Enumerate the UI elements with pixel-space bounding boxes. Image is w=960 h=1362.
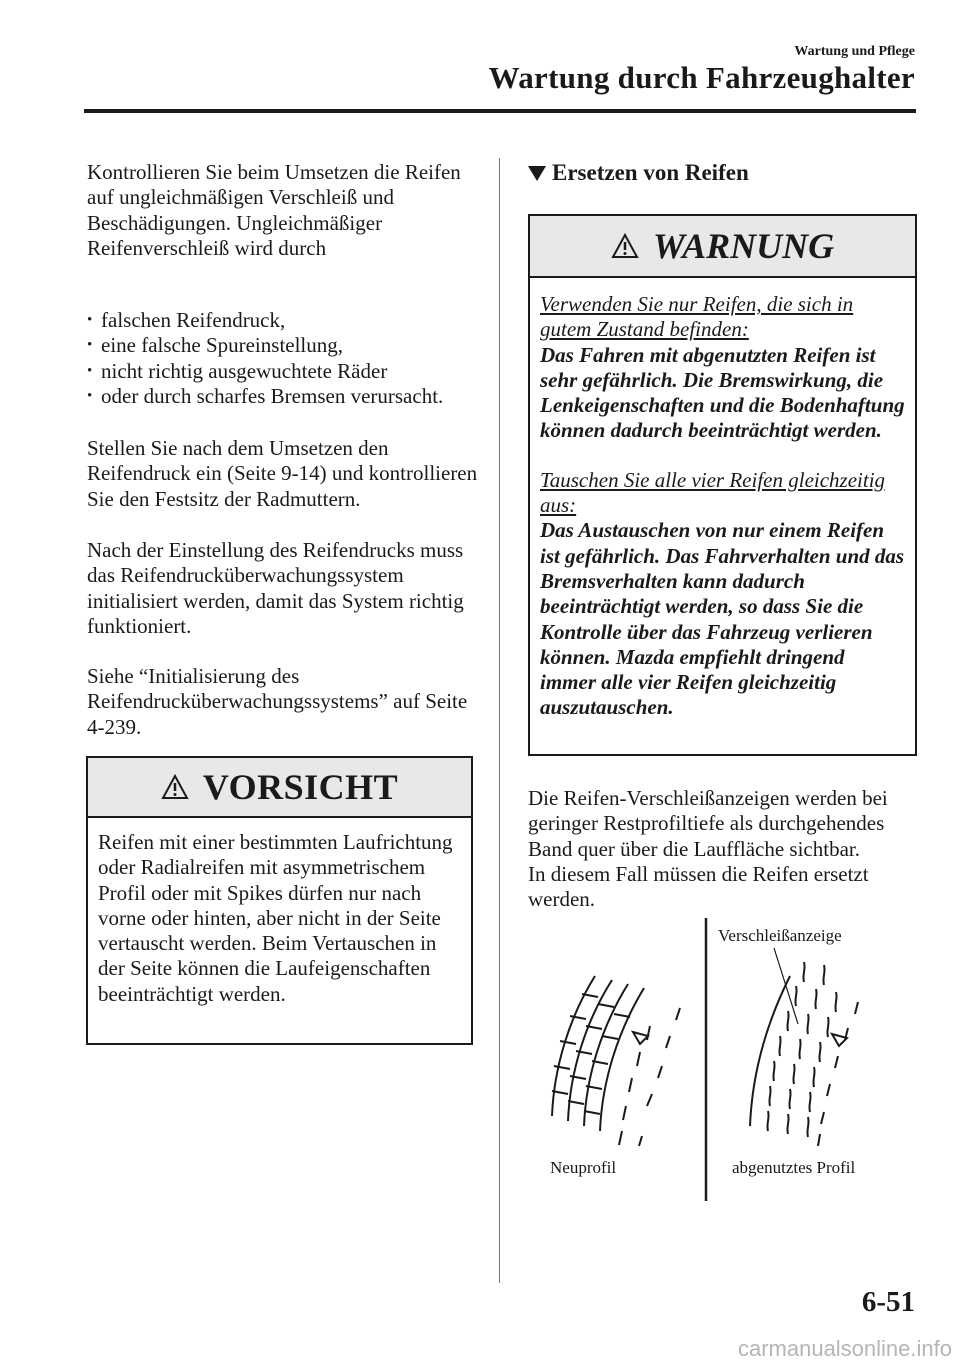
warning-item-text: Das Austauschen von nur einem Reifen ist gefährlich. Das Fahrverhalten und das Bremsverhalten kann dadurch beeinträchtigt werden, so dass Sie die Kontrolle über das Fahrzeug verlieren können. Mazda empfiehlt dringend immer alle vier Reifen gleichzeitig auszutauschen. [540,518,905,720]
watermark: carmanualsonline.info [737,1336,952,1361]
warning-header [530,216,915,278]
warning-text [530,278,915,731]
chapter-title: Wartung durch Fahrzeughalter [488,60,915,95]
wear-indicator-label: Verschleißanzeige [718,926,842,945]
intro-paragraph: Kontrollieren Sie beim Umsetzen die Reifen auf ungleichmäßigen Verschleiß und Beschädigungen. Ungleichmäßiger Reifenverschleiß wird durch [87,160,461,260]
tpms-paragraph: Nach der Einstellung des Reifendrucks muss das Reifendrucküberwachungssystem initialisiert werden, damit das System richtig funktioniert. [87,538,464,638]
triangle-down-icon [528,166,546,181]
list-item: • oder durch scharfes Bremsen verursacht. [87,384,482,409]
warning-box [528,214,917,756]
worn-tread-label: abgenutztes Profil [732,1158,856,1177]
list-item: • eine falsche Spureinstellung, [87,333,482,358]
wear-indicator-paragraph: Die Reifen-Verschleißanzeigen werden bei geringer Restprofiltiefe als durchgehendes Band quer über die Lauffläche sichtbar. [528,786,888,861]
replace-paragraph: In diesem Fall müssen die Reifen ersetzt werden. [528,862,869,912]
list-item: • falschen Reifendruck, [87,308,482,333]
caution-label: VORSICHT [202,767,399,807]
warning-triangle-icon [161,774,189,800]
warning-triangle-icon [611,233,639,259]
caution-box [86,756,473,1045]
caution-header [88,758,471,818]
warning-item-title: Verwenden Sie nur Reifen, die sich in gutem Zustand befinden: [540,292,854,342]
list-item: • nicht richtig ausgewuchtete Räder [87,359,482,384]
warning-label: WARNUNG [652,226,835,266]
after-rotation-paragraph: Stellen Sie nach dem Umsetzen den Reifendruck ein (Seite 9-14) und kontrollieren Sie den Festsitz der Radmuttern. [87,436,478,511]
column-divider [499,158,500,1283]
header-rule [84,109,916,113]
cause-list [87,308,482,409]
section-heading [528,160,923,186]
section-title: Wartung und Pflege [794,44,915,59]
heading-text: Ersetzen von Reifen [552,160,749,185]
new-tread-label: Neuprofil [550,1158,617,1177]
warning-item-text: Das Fahren mit abgenutzten Reifen ist sehr gefährlich. Die Bremswirkung, die Lenkeigenschaften und die Bodenhaftung können dadurch beeinträchtigt werden. [540,342,905,443]
warning-item-title: Tauschen Sie alle vier Reifen gleichzeitig aus: [540,467,886,518]
tread-figure [540,916,910,1206]
page-number: 6-51 [861,1286,915,1318]
reference-paragraph: Siehe “Initialisierung des Reifendrucküberwachungssystems” auf Seite 4-239. [87,664,468,739]
caution-text: Reifen mit einer bestimmten Laufrichtung oder Radialreifen mit asymmetrischem Profil oder mit Spikes dürfen nur nach vorne oder hinten, aber nicht in der Seite vertauscht werden. Beim Vertauschen in der Seite können die Laufeigenschaften beeinträchtigt werden. [98,830,453,1006]
